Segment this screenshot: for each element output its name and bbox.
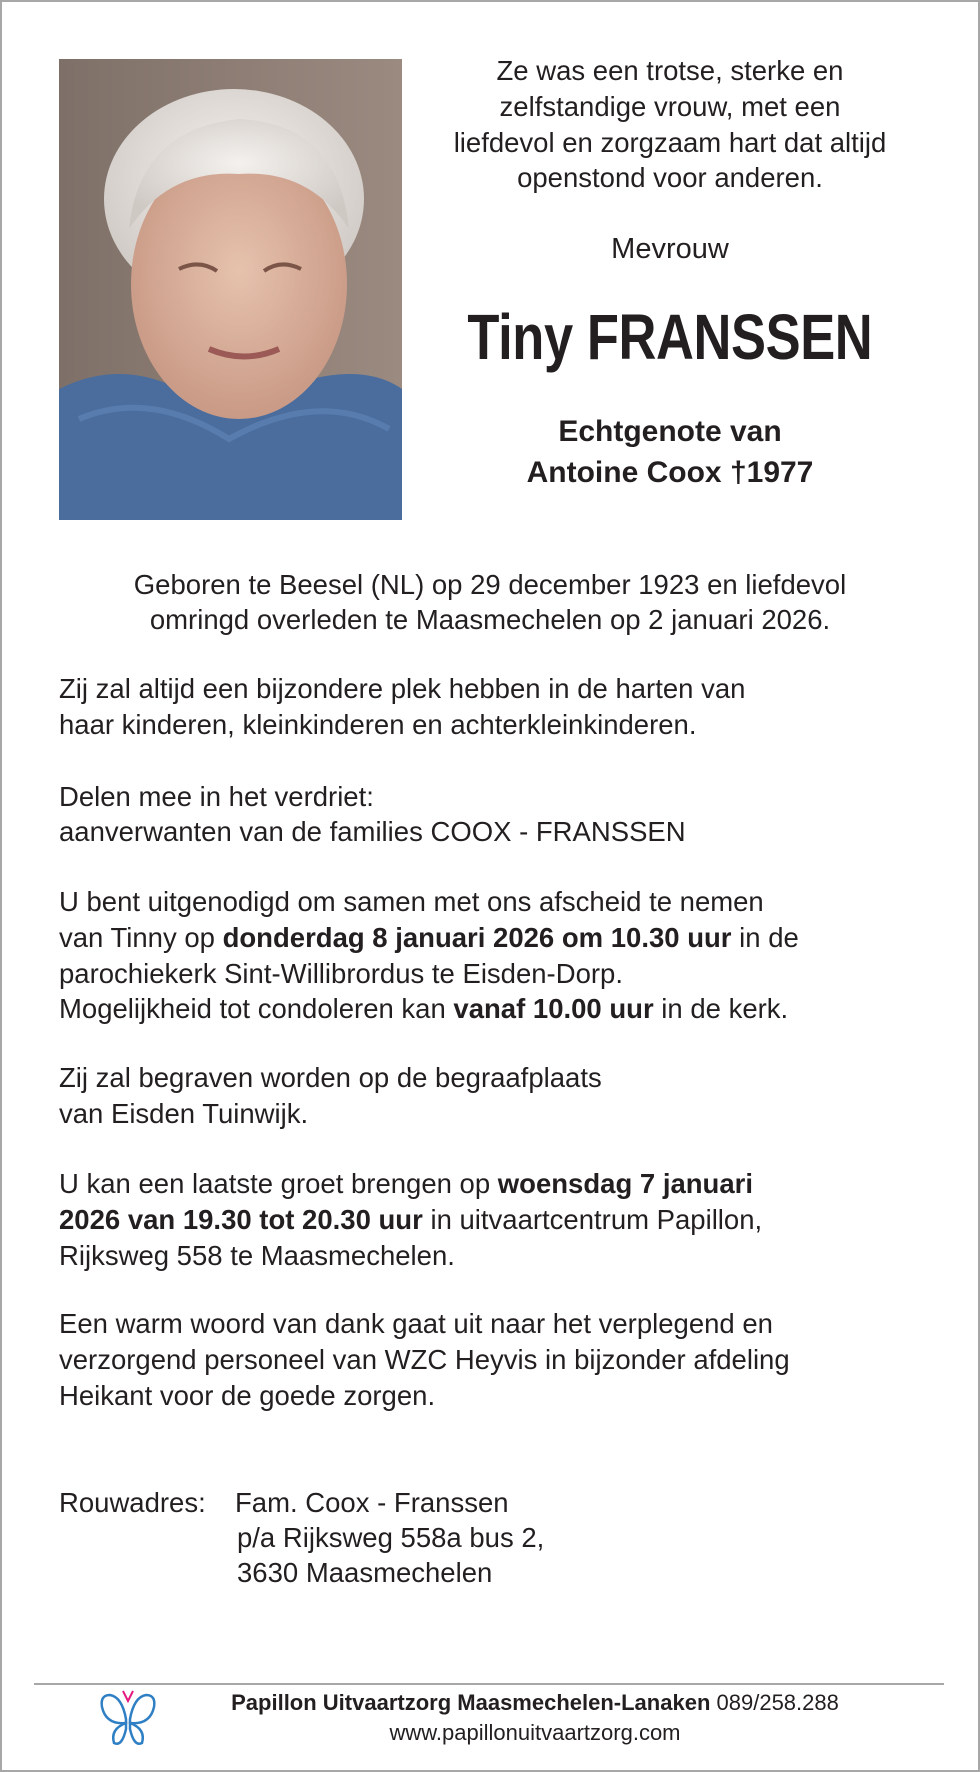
address-line: Fam. Coox - Franssen <box>235 1487 509 1518</box>
share-line: aanverwanten van de families COOX - FRANSSEN <box>59 816 686 847</box>
visit-line: 2026 van 19.30 tot 20.30 uur in uitvaartcentrum Papillon, <box>59 1204 763 1235</box>
footer-company <box>180 1688 890 1718</box>
intro-line: Ze was een trotse, sterke en <box>496 55 844 86</box>
address-line: 3630 Maasmechelen <box>237 1557 493 1588</box>
visit-line: U kan een laatste groet brengen op woensdag 7 januari <box>59 1168 753 1199</box>
address-label: Rouwadres: <box>59 1487 206 1518</box>
company-name: Papillon Uitvaartzorg Maasmechelen-Lanaken <box>231 1690 711 1715</box>
intro-line: openstond voor anderen. <box>517 162 823 193</box>
address-line: p/a Rijksweg 558a bus 2, <box>237 1522 545 1553</box>
burial-line: Zij zal begraven worden op de begraafplaats <box>59 1062 602 1093</box>
intro-line: zelfstandige vrouw, met een <box>499 91 841 122</box>
service-line: van Tinny op donderdag 8 januari 2026 om 10.30 uur in de <box>59 922 799 953</box>
company-phone: 089/258.288 <box>716 1690 839 1715</box>
service-line: Mogelijkheid tot condoleren kan vanaf 10.00 uur in de kerk. <box>59 993 789 1024</box>
memory-line: haar kinderen, kleinkinderen en achterkleinkinderen. <box>59 709 697 740</box>
share-line: Delen mee in het verdriet: <box>59 781 374 812</box>
footer-website[interactable]: www.papillonuitvaartzorg.com <box>389 1720 681 1745</box>
salutation: Mevrouw <box>611 233 729 265</box>
spouse-name: Antoine Coox †1977 <box>526 456 814 489</box>
intro-line: liefdevol en zorgzaam hart dat altijd <box>453 127 887 158</box>
spouse-label: Echtgenote van <box>558 415 782 448</box>
thanks-line: Een warm woord van dank gaat uit naar het verplegend en <box>59 1308 773 1339</box>
birth-line: Geboren te Beesel (NL) op 29 december 1923 en liefdevol <box>133 569 847 600</box>
thanks-line: Heikant voor de goede zorgen. <box>59 1380 436 1411</box>
burial-line: van Eisden Tuinwijk. <box>59 1098 309 1129</box>
memory-line: Zij zal altijd een bijzondere plek hebben in de harten van <box>59 673 746 704</box>
butterfly-logo-icon <box>96 1689 160 1749</box>
condolence-time: vanaf 10.00 uur <box>453 993 654 1024</box>
service-line: parochiekerk Sint-Willibrordus te Eisden-Dorp. <box>59 958 623 989</box>
birth-line: omringd overleden te Maasmechelen op 2 januari 2026. <box>149 604 831 635</box>
service-line: U bent uitgenodigd om samen met ons afscheid te nemen <box>59 886 764 917</box>
footer-divider <box>34 1683 944 1685</box>
deceased-name: Tiny FRANSSEN <box>467 301 873 373</box>
visit-line: Rijksweg 558 te Maasmechelen. <box>59 1240 455 1271</box>
thanks-line: verzorgend personeel van WZC Heyvis in bijzonder afdeling <box>59 1344 790 1375</box>
service-date: donderdag 8 januari 2026 om 10.30 uur <box>222 922 732 953</box>
portrait-photo <box>59 59 402 520</box>
